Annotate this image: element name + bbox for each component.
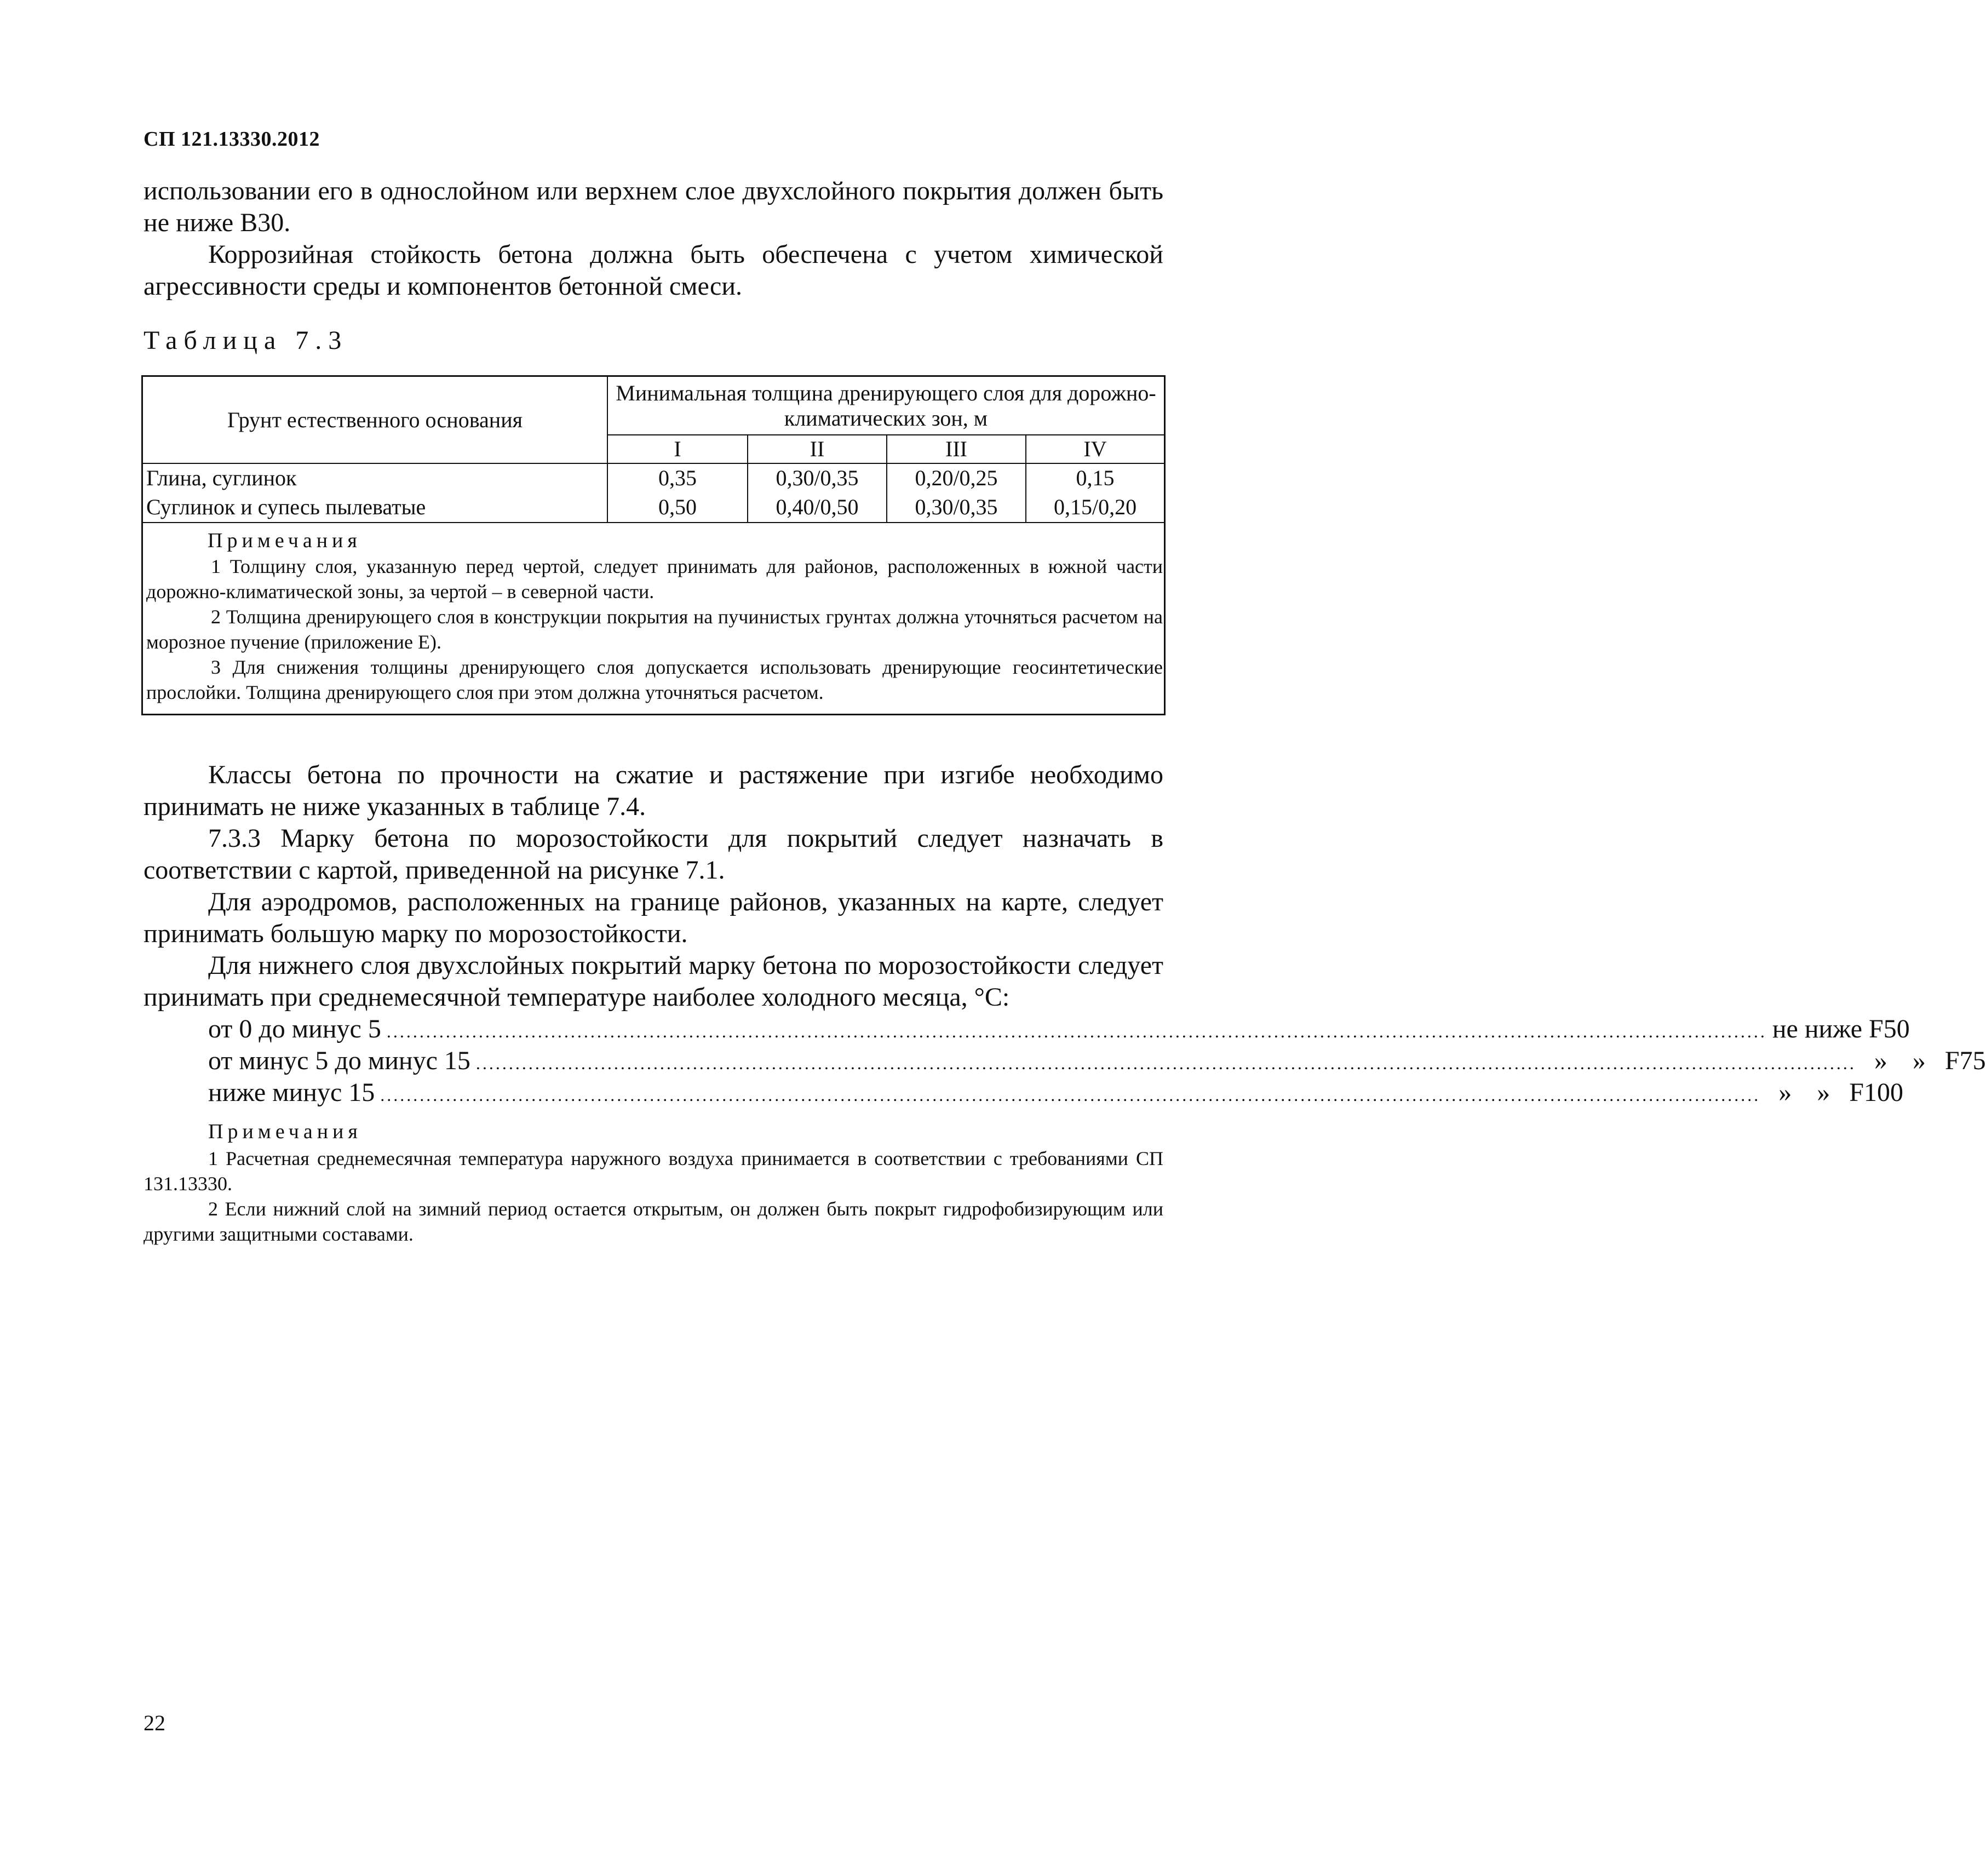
- zone-header-3: III: [887, 435, 1026, 463]
- soil-column-header: Грунт естественного основания: [143, 377, 607, 463]
- table-note-3: 3 Для снижения толщины дренирующего слоя допускается использовать дренирующие геосинтетические прослойки. Толщина дренирующего слоя при этом должна уточняться расчетом.: [146, 656, 1163, 703]
- body-paragraph-1: Классы бетона по прочности на сжатие и растяжение при изгибе необходимо принимать не ниже указанных в таблице 7.4.: [144, 760, 1163, 821]
- value-cell: 0,35: [607, 463, 748, 492]
- frost-grade-line-2: [208, 1045, 1986, 1079]
- page-number: 22: [144, 1711, 165, 1735]
- ditto-mark: »: [1912, 1046, 1926, 1075]
- value-cell: 0,15/0,20: [1026, 492, 1164, 523]
- table-note-1: 1 Толщину слоя, указанную перед чертой, следует принимать для районов, расположенных в южной части дорожно-климатической зоны, за чертой – в северной части.: [146, 555, 1163, 603]
- notes-title: Примечания: [208, 1120, 362, 1143]
- leader-label: ниже минус 15: [208, 1078, 375, 1107]
- table-note-2: 2 Толщина дренирующего слоя в конструкции покрытия на пучинистых грунтах должна уточняться расчетом на морозное пучение (приложение Е).: [146, 606, 1163, 653]
- leader-label: от минус 5 до минус 15: [208, 1046, 470, 1075]
- value-cell: 0,30/0,35: [887, 492, 1026, 523]
- zone-header-4: IV: [1026, 435, 1164, 463]
- body-paragraph-3: Для аэродромов, расположенных на границе районов, указанных на карте, следует принимать большую марку по морозостойкости.: [144, 887, 1163, 948]
- leader-label: от 0 до минус 5: [208, 1014, 381, 1043]
- note-1: 1 Расчетная среднемесячная температура наружного воздуха принимается в соответствии с требованиями СП 131.13330.: [144, 1148, 1163, 1195]
- zone-header-2: II: [748, 435, 887, 463]
- frost-grade-line-3: [208, 1077, 1903, 1111]
- leader-value: F75: [1944, 1046, 1986, 1075]
- leader-value: F100: [1849, 1078, 1903, 1107]
- leader-value-group: [1766, 1077, 1903, 1109]
- frost-grade-line-1: [208, 1013, 1910, 1047]
- table-notes: [143, 523, 1164, 714]
- table-row: [143, 463, 1164, 492]
- soil-cell: Глина, суглинок: [143, 463, 607, 492]
- table-row: [143, 492, 1164, 523]
- document-code-header: СП 121.13330.2012: [144, 128, 320, 151]
- intro-paragraph-2: Коррозийная стойкость бетона должна быть обеспечена с учетом химической агрессивности среды и компонентов бетонной смеси.: [144, 240, 1163, 301]
- soil-cell: Суглинок и супесь пылеватые: [143, 492, 607, 523]
- leader-value-group: [1862, 1045, 1986, 1077]
- dot-leader: ..................................................................................................................................................................................................................: [386, 1022, 1767, 1041]
- note-2: 2 Если нижний слой на зимний период остается открытым, он должен быть покрыт гидрофобизирующим или другими защитными составами.: [144, 1198, 1163, 1245]
- zone-header-1: I: [607, 435, 748, 463]
- value-cell: 0,30/0,35: [748, 463, 887, 492]
- body-paragraph-2: 7.3.3 Марку бетона по морозостойкости для покрытий следует назначать в соответствии с картой, приведенной на рисунке 7.1.: [144, 824, 1163, 885]
- ditto-mark: »: [1778, 1078, 1792, 1107]
- value-cell: 0,20/0,25: [887, 463, 1026, 492]
- body-paragraph-4: Для нижнего слоя двухслойных покрытий марку бетона по морозостойкости следует принимать при среднемесячной температуре наиболее холодного месяца, °С:: [144, 951, 1163, 1012]
- value-cell: 0,15: [1026, 463, 1164, 492]
- leader-value: не ниже F50: [1772, 1014, 1910, 1043]
- dot-leader: ..................................................................................................................................................................................................................: [475, 1053, 1856, 1073]
- table-7-3: [141, 375, 1166, 715]
- thickness-span-header: Минимальная толщина дренирующего слоя для дорожно-климатических зон, м: [607, 377, 1164, 435]
- value-cell: 0,40/0,50: [748, 492, 887, 523]
- dot-leader: ..................................................................................................................................................................................................................: [380, 1085, 1761, 1105]
- ditto-mark: »: [1874, 1046, 1887, 1075]
- value-cell: 0,50: [607, 492, 748, 523]
- intro-paragraph-1: использовании его в однослойном или верхнем слое двухслойного покрытия должен быть не ниже В30.: [144, 176, 1163, 237]
- table-notes-title: Примечания: [208, 529, 361, 552]
- table-caption: Таблица 7.3: [144, 326, 348, 355]
- ditto-mark: »: [1817, 1078, 1830, 1107]
